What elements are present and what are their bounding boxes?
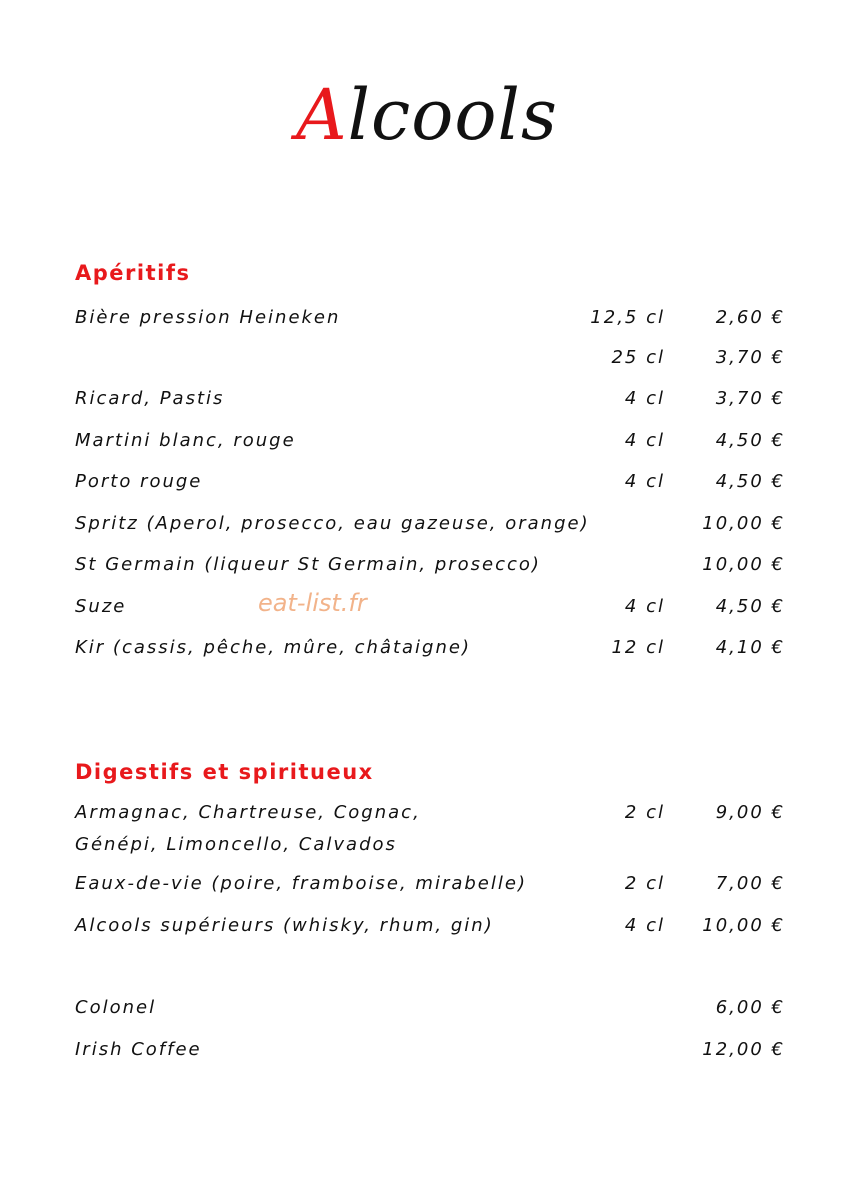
item-name-line2: Génépi, Limoncello, Calvados: [75, 834, 397, 855]
item-name: Alcools supérieurs (whisky, rhum, gin): [75, 915, 494, 936]
item-volume: 4 cl: [624, 471, 665, 492]
menu-item: [75, 800, 785, 855]
menu-item: [75, 1037, 785, 1063]
item-volume: 25 cl: [611, 347, 665, 368]
section-heading-aperitifs: Apéritifs: [75, 261, 191, 285]
item-price: 4,50 €: [715, 471, 785, 492]
item-volume: 4 cl: [624, 915, 665, 936]
item-volume: 2 cl: [624, 802, 665, 823]
menu-item: [75, 386, 785, 412]
item-volume: 4 cl: [624, 430, 665, 451]
item-name: Ricard, Pastis: [75, 388, 225, 409]
item-price: 4,50 €: [715, 430, 785, 451]
item-name: Armagnac, Chartreuse, Cognac,: [75, 802, 421, 823]
menu-item: [75, 871, 785, 897]
item-price: 12,00 €: [702, 1039, 785, 1060]
item-price: 9,00 €: [715, 802, 785, 823]
item-volume: 12,5 cl: [590, 307, 665, 328]
item-volume: 4 cl: [624, 388, 665, 409]
item-price: 3,70 €: [715, 347, 785, 368]
item-name: St Germain (liqueur St Germain, prosecco): [75, 554, 541, 575]
item-price: 10,00 €: [702, 554, 785, 575]
item-volume: 4 cl: [624, 596, 665, 617]
page-title: [0, 70, 854, 160]
menu-item: [75, 305, 785, 331]
section-heading-digestifs: Digestifs et spiritueux: [75, 760, 374, 784]
menu-item: [75, 345, 785, 371]
item-name: Irish Coffee: [75, 1039, 202, 1060]
item-name: Bière pression Heineken: [75, 307, 341, 328]
menu-item: [75, 552, 785, 578]
item-name: Spritz (Aperol, prosecco, eau gazeuse, orange): [75, 513, 590, 534]
menu-item: [75, 469, 785, 495]
item-price: 10,00 €: [702, 513, 785, 534]
item-price: 4,50 €: [715, 596, 785, 617]
item-price: 7,00 €: [715, 873, 785, 894]
item-price: 6,00 €: [715, 997, 785, 1018]
menu-item: [75, 913, 785, 939]
item-volume: 2 cl: [624, 873, 665, 894]
item-name: Colonel: [75, 997, 157, 1018]
menu-item: [75, 511, 785, 537]
item-price: 3,70 €: [715, 388, 785, 409]
menu-item: [75, 594, 785, 620]
menu-item: [75, 635, 785, 661]
item-price: 10,00 €: [702, 915, 785, 936]
item-name: Martini blanc, rouge: [75, 430, 296, 451]
menu-item: [75, 428, 785, 454]
item-name: Kir (cassis, pêche, mûre, châtaigne): [75, 637, 471, 658]
item-name: Porto rouge: [75, 471, 203, 492]
item-volume: 12 cl: [611, 637, 665, 658]
menu-item: [75, 995, 785, 1021]
item-name: Suze: [75, 596, 127, 617]
page-title-rest: lcools: [347, 74, 558, 156]
page-title-initial: A: [296, 74, 348, 156]
item-price: 2,60 €: [715, 307, 785, 328]
item-price: 4,10 €: [715, 637, 785, 658]
watermark: eat-list.fr: [258, 589, 367, 617]
item-name: Eaux-de-vie (poire, framboise, mirabelle): [75, 873, 527, 894]
